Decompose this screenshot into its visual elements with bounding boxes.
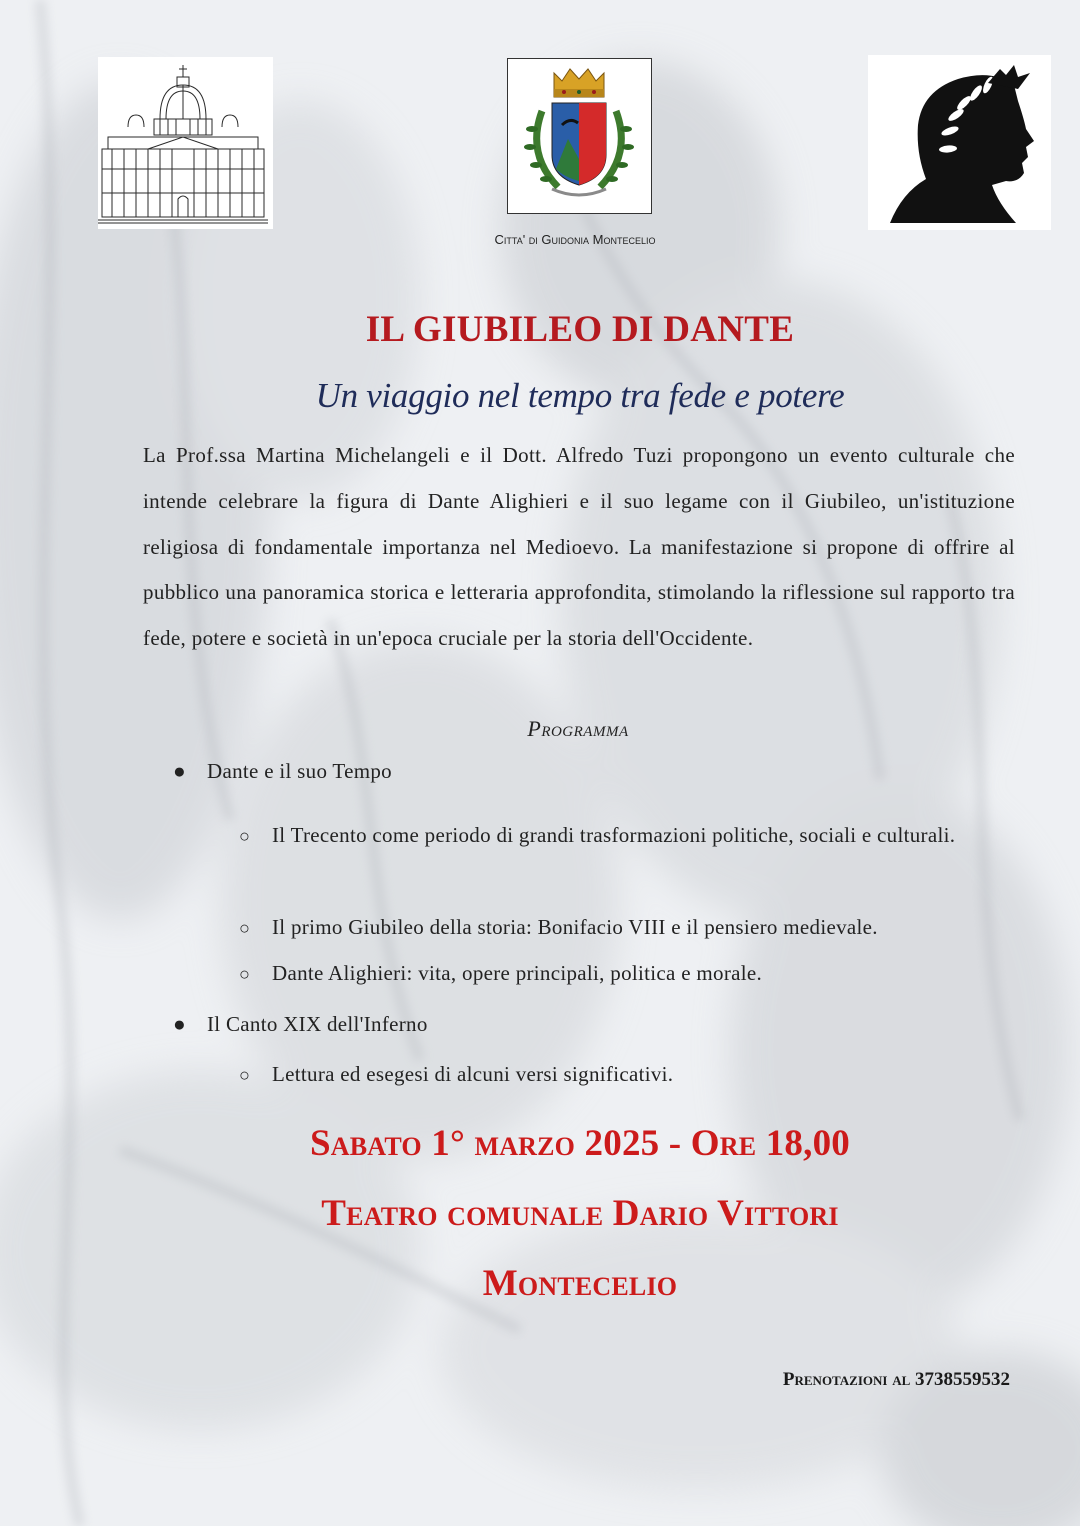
basilica-icon	[98, 57, 273, 229]
city-word-3: Montecelio	[592, 232, 656, 247]
city-crest	[507, 58, 652, 214]
basilica-logo	[98, 57, 273, 229]
bullet-circle-icon: ○	[239, 1065, 251, 1085]
program-item	[239, 812, 1015, 858]
bullet-dot-icon: ●	[173, 1012, 186, 1036]
page-title: IL GIUBILEO DI DANTE	[365, 309, 795, 350]
program-item-text: Il primo Giubileo della storia: Bonifacio VIII e il pensiero medievale.	[272, 915, 878, 939]
bullet-circle-icon: ○	[239, 964, 251, 984]
event-venue: Teatro comunale Dario Vittori	[321, 1193, 839, 1234]
program-section	[173, 1012, 428, 1037]
booking-phone: Prenotazioni al 3738559532	[782, 1369, 1010, 1390]
dante-silhouette-icon	[868, 55, 1051, 230]
bullet-dot-icon: ●	[173, 759, 186, 783]
program-item	[239, 1051, 1015, 1097]
city-word-1: Citta' di	[494, 232, 538, 247]
page-subtitle: Un viaggio nel tempo tra fede e potere	[315, 376, 845, 415]
program-section-title: Dante e il suo Tempo	[207, 759, 392, 783]
program-heading: Programma	[527, 716, 629, 741]
dante-profile-logo	[868, 55, 1051, 230]
program-item	[239, 950, 1015, 996]
program-section	[173, 759, 392, 784]
program-item-text: Lettura ed esegesi di alcuni versi significativi.	[272, 1062, 674, 1086]
crest-icon	[508, 59, 650, 212]
city-label	[380, 232, 770, 247]
event-place: Montecelio	[482, 1263, 678, 1304]
program-item-text: Dante Alighieri: vita, opere principali, politica e morale.	[272, 961, 763, 985]
bullet-circle-icon: ○	[239, 826, 251, 846]
city-word-2: Guidonia	[541, 232, 590, 247]
bullet-circle-icon: ○	[239, 918, 251, 938]
program-item	[239, 904, 1015, 950]
program-section-title: Il Canto XIX dell'Inferno	[207, 1012, 428, 1036]
event-date-time: Sabato 1° marzo 2025 - Ore 18,00	[310, 1123, 850, 1164]
intro-paragraph: La Prof.ssa Martina Michelangeli e il Dott. Alfredo Tuzi propongono un evento culturale che intende celebrare la figura di Dante Alighieri e il suo legame con il Giubileo, un'istituzione religiosa di fondamentale importanza nel Medioevo. La manifestazione si propone di offrire al pubblico una panoramica storica e letteraria approfondita, stimolando la riflessione sul rapporto tra fede, potere e società in un'epoca cruciale per la storia dell'Occidente.	[143, 443, 1015, 651]
program-item-text: Il Trecento come periodo di grandi trasformazioni politiche, sociali e culturali.	[272, 823, 956, 847]
